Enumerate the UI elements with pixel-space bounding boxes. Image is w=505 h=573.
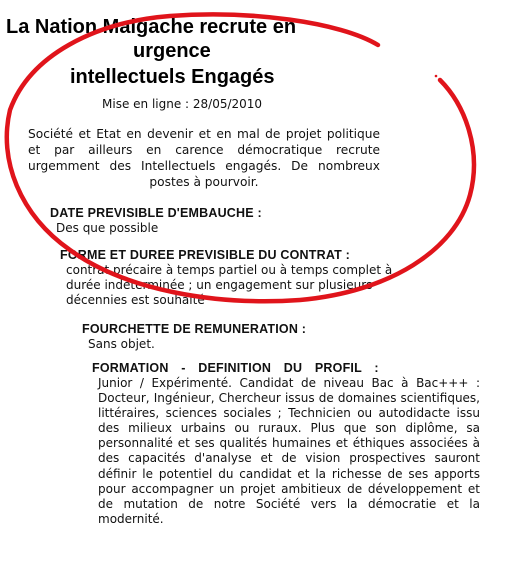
section-body: Sans objet.	[88, 337, 155, 351]
section-body: contrat précaire à temps partiel ou à temps complet à durée indéterminée ; un engagement sur plusieurs décennies est souhaité	[66, 263, 393, 307]
headline-line-3: intellectuels Engagés	[70, 66, 275, 88]
section-salary	[82, 322, 306, 352]
red-dot	[435, 75, 438, 78]
section-body: Des que possible	[56, 221, 159, 235]
headline-line-1: La Nation Malgache recrute en	[6, 16, 297, 38]
section-heading: FORMATION - DEFINITION DU PROFIL :	[92, 361, 379, 375]
headline-line-2: urgence	[133, 40, 211, 62]
intro-paragraph: Société et Etat en devenir et en mal de projet politique et par ailleurs en carence démocratique recrute urgemment des Intellectuels engagés. De nombreux postes à pourvoir.	[28, 127, 380, 189]
section-heading: DATE PREVISIBLE D'EMBAUCHE :	[50, 206, 262, 220]
section-profile	[92, 361, 480, 527]
section-heading: FOURCHETTE DE REMUNERATION :	[82, 322, 307, 336]
section-contract	[60, 248, 420, 308]
publication-date: Mise en ligne : 28/05/2010	[102, 97, 263, 111]
section-body: Junior / Expérimenté. Candidat de niveau Bac à Bac+++ : Docteur, Ingénieur, Chercheur issus de domaines scientifiques, littéraires, sciences sociales ; Technicien ou autodidacte issu des milieux urbains ou ruraux. Plus que son diplôme, sa personnalité et ses qualités humaines et éthiques associées à des capacités d'analyse et de vision prospectives sauront définir le potentiel du candidat et la richesse de ses apports pour accompagner un projet ambitieux de développement et de mutation de notre Société vers la démocratie et la modernité.	[98, 376, 480, 526]
section-hiring-date	[50, 206, 262, 236]
section-heading: FORME ET DUREE PREVISIBLE DU CONTRAT :	[60, 248, 351, 262]
